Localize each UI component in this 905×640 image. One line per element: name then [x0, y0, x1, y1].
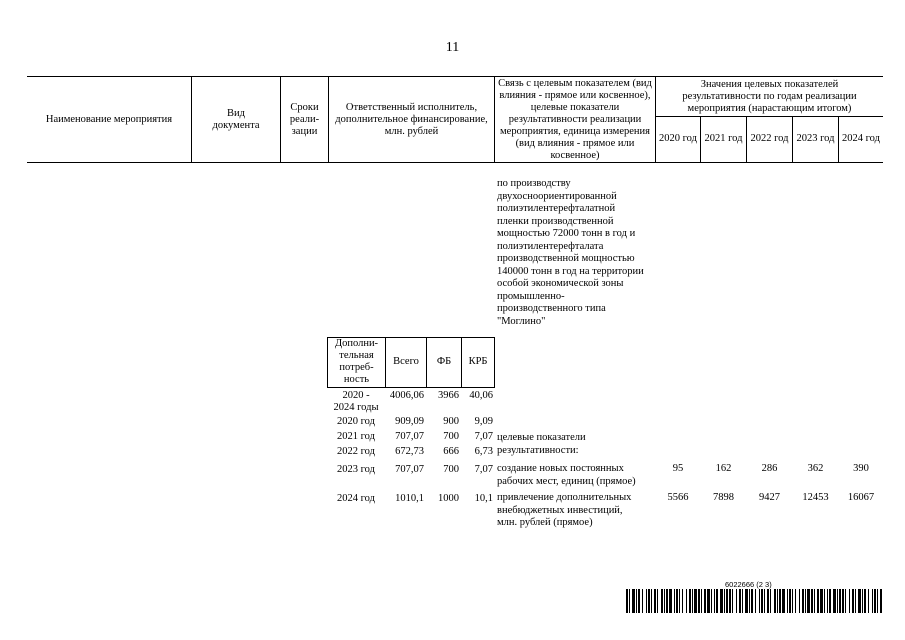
header-values: Значения целевых показателей результативности по годам реализации мероприятия (нарастающим итогом)	[682, 78, 857, 114]
indicator-label	[497, 463, 657, 488]
funding-row-fb: 700	[443, 464, 459, 475]
indicators-heading-line: целевые показатели	[497, 432, 586, 443]
funding-row-krb: 7,07	[474, 464, 493, 475]
indicator-label-line: создание новых постоянных	[497, 463, 624, 474]
header-name: Наименование мероприятия	[45, 113, 173, 125]
funding-period-line: 2024 годы	[333, 402, 379, 413]
indicator-value: 9427	[759, 492, 780, 503]
funding-row-total: 707,07	[395, 431, 424, 442]
funding-col-fb: ФБ	[436, 356, 452, 367]
description-line: производственного типа	[497, 303, 606, 314]
indicator-value: 16067	[847, 492, 875, 503]
indicator-label-line: млн. рублей (прямое)	[497, 517, 593, 528]
indicator-label-line: внебюджетных инвестиций,	[497, 504, 623, 516]
indicators-heading	[497, 432, 657, 457]
indicator-label-line: привлечение дополнительных	[497, 492, 632, 503]
funding-row-krb: 7,07	[474, 431, 493, 442]
funding-row-fb: 666	[443, 446, 459, 457]
header-link: Связь с целевым показателем (вид влияния - прямое или косвенное), целевые показатели результативности реализации мероприятия, единица измерения (вид влияния - прямое или косвенное)	[498, 77, 652, 161]
header-year-2020: 2020 год	[659, 133, 697, 144]
funding-row-total: 1010,1	[395, 493, 424, 504]
funding-header-bottom	[327, 387, 494, 388]
funding-col-krb: КРБ	[468, 356, 488, 367]
funding-row-period: 2022 год	[337, 446, 375, 457]
funding-label-line: тельная	[339, 350, 374, 361]
funding-right-border	[494, 337, 495, 388]
indicator-value: 362	[807, 463, 824, 474]
barcode-number: 6022666 (2 3)	[725, 580, 772, 589]
description-line: 140000 тонн в год на территории	[497, 265, 644, 277]
funding-label-line: ность	[343, 374, 370, 385]
description-line: "Моглино"	[497, 315, 546, 327]
funding-row-fb: 1000	[438, 493, 459, 504]
funding-row-period	[328, 390, 384, 414]
description-line: полиэтилентерефталата	[497, 240, 604, 252]
indicator-value: 286	[761, 463, 778, 474]
funding-label-line: потреб-	[339, 362, 374, 373]
indicator-label	[497, 492, 657, 530]
description-line: полиэтилентерефталатной	[497, 203, 616, 214]
header-terms: Сроки реали-зации	[289, 101, 320, 137]
funding-row-total: 672,73	[395, 446, 424, 457]
header-year-2024: 2024 год	[842, 133, 880, 144]
years-divider	[655, 116, 883, 117]
funding-row-krb: 6,73	[474, 446, 493, 457]
funding-label-line: Дополни-	[334, 338, 379, 349]
header-bottom-border	[27, 162, 883, 163]
funding-row-total: 707,07	[395, 464, 424, 475]
header-year-2021: 2021 год	[704, 133, 743, 144]
indicator-value: 390	[853, 463, 869, 474]
indicators-heading-line: результативности:	[497, 444, 579, 456]
description-line: мощностью 72000 тонн в год и	[497, 228, 636, 239]
header-responsible: Ответственный исполнитель, дополнительное финансирование, млн. рублей	[335, 101, 488, 137]
funding-row-krb: 10,1	[474, 493, 493, 504]
indicator-value: 12453	[802, 492, 829, 503]
funding-row-total: 909,09	[395, 416, 424, 427]
header-doc-type: Вид документа	[212, 107, 260, 131]
description-line: двухосноориентированной	[497, 190, 617, 202]
indicator-value: 7898	[713, 492, 734, 503]
funding-row-fb: 3966	[438, 390, 459, 401]
funding-row-total: 4006,06	[389, 390, 424, 401]
indicator-label-line: рабочих мест, единиц (прямое)	[497, 475, 636, 487]
description-line: производственной мощностью	[497, 253, 635, 264]
page-number: 11	[445, 40, 460, 55]
funding-row-period: 2024 год	[337, 493, 375, 504]
funding-row-period: 2020 год	[337, 416, 375, 427]
indicator-value: 95	[672, 463, 684, 474]
measure-description	[497, 178, 657, 328]
funding-row-krb: 9,09	[474, 416, 493, 427]
description-line: пленки производственной	[497, 215, 614, 227]
description-line: по производству	[497, 178, 571, 189]
funding-row-krb: 40,06	[469, 390, 493, 401]
barcode-image	[626, 589, 882, 613]
funding-row-fb: 900	[443, 416, 459, 427]
header-year-2022: 2022 год	[750, 133, 789, 144]
indicator-value: 5566	[667, 492, 689, 503]
funding-row-fb: 700	[443, 431, 459, 442]
description-line: промышленно-	[497, 290, 565, 302]
funding-label	[328, 338, 385, 386]
funding-row-period: 2021 год	[337, 431, 375, 442]
header-year-2023: 2023 год	[796, 133, 835, 144]
funding-row-period: 2023 год	[337, 464, 375, 475]
description-line: особой экономической зоны	[497, 278, 624, 289]
indicator-value: 162	[715, 463, 732, 474]
funding-col-total: Всего	[393, 356, 419, 367]
funding-period-line: 2020 -	[342, 390, 370, 401]
